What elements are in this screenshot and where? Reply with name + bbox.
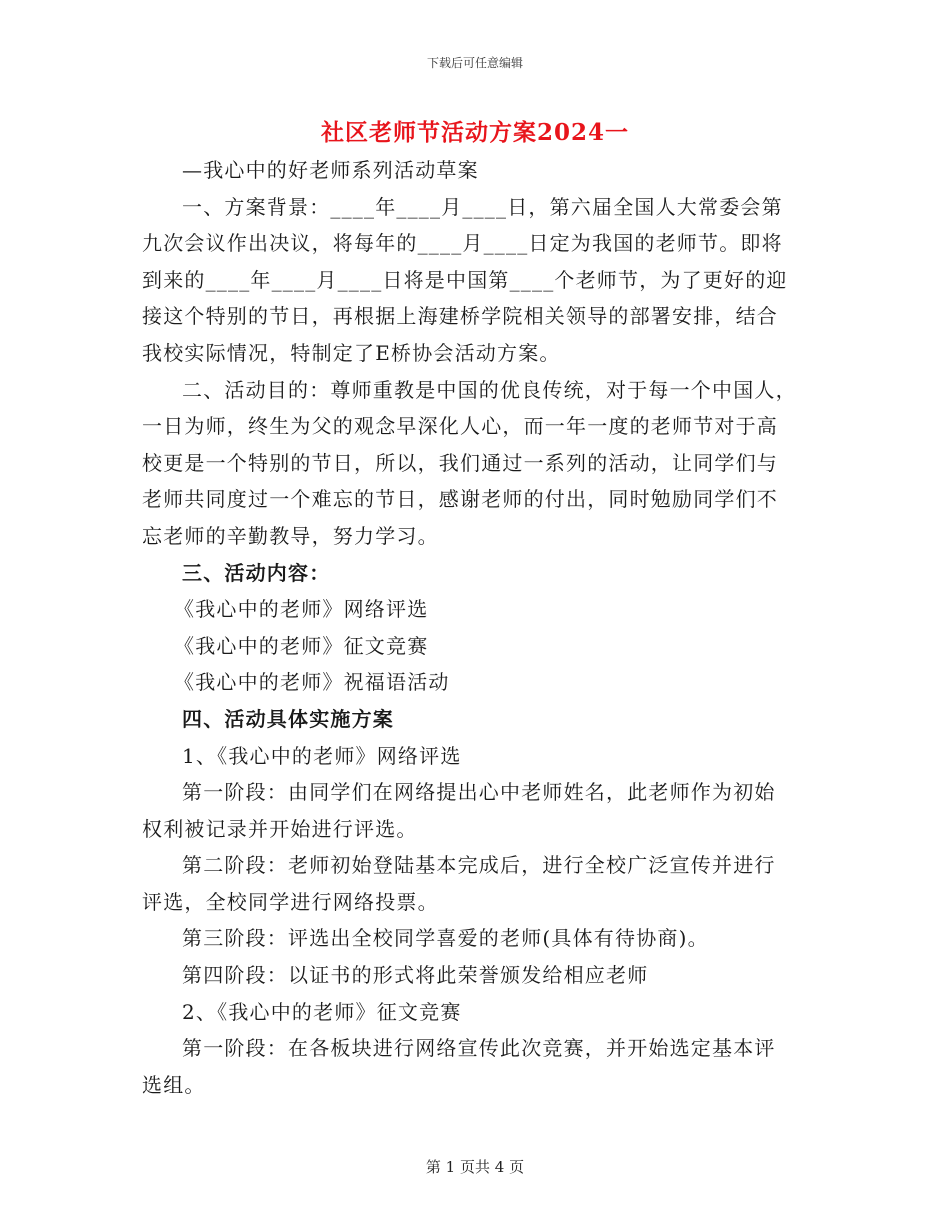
content-item: 《我心中的老师》征文竞赛: [174, 633, 429, 658]
section-purpose-line-5: 忘老师的辛勤教导，努力学习。: [142, 523, 439, 548]
section-implementation-heading: 四、活动具体实施方案: [182, 706, 394, 731]
section-purpose-line-3: 校更是一个特别的节日，所以，我们通过一系列的活动，让同学们与: [142, 450, 778, 475]
stage-3: 第三阶段：评选出全校同学喜爱的老师(具体有待协商)。: [182, 926, 709, 951]
section-background-line-5: 我校实际情况，特制定了E桥协会活动方案。: [142, 340, 561, 365]
content-item: 《我心中的老师》祝福语活动: [174, 670, 450, 695]
section-background-line-3: 到来的____年____月____日将是中国第____个老师节，为了更好的迎: [142, 267, 788, 292]
subsection-1-heading: 1、《我心中的老师》网络评选: [182, 743, 462, 768]
stage-4: 第四阶段：以证书的形式将此荣誉颁发给相应老师: [182, 963, 649, 988]
document-title: 社区老师节活动方案2024一: [320, 119, 629, 146]
section-purpose-line-1: 二、活动目的：尊师重教是中国的优良传统，对于每一个中国人，: [182, 377, 797, 402]
stage-1-line-2: 权利被记录并开始进行评选。: [142, 816, 418, 841]
stage-1-line-1: 第一阶段：由同学们在网络提出心中老师姓名，此老师作为初始: [182, 780, 776, 805]
subsection-2-heading: 2、《我心中的老师》征文竞赛: [182, 999, 462, 1024]
section-background-line-4: 接这个特别的节日，再根据上海建桥学院相关领导的部署安排，结合: [142, 304, 778, 329]
section-purpose-line-4: 老师共同度过一个难忘的节日，感谢老师的付出，同时勉励同学们不: [142, 487, 778, 512]
page-footer: 第 1 页共 4 页: [425, 1158, 525, 1176]
section-content-heading: 三、活动内容：: [182, 560, 331, 585]
essay-stage-1-line-2: 选组。: [142, 1072, 206, 1097]
document-body: [142, 152, 810, 1103]
stage-2-line-2: 评选，全校同学进行网络投票。: [142, 889, 439, 914]
content-item: 《我心中的老师》网络评选: [174, 597, 429, 622]
section-background-line-1: 一、方案背景：____年____月____日，第六届全国人大常委会第: [182, 194, 783, 219]
section-purpose-line-2: 一日为师，终生为父的观念早深化人心，而一年一度的老师节对于高: [142, 414, 778, 439]
section-background-line-2: 九次会议作出决议，将每年的____月____日定为我国的老师节。即将: [142, 231, 783, 256]
stage-2-line-1: 第二阶段：老师初始登陆基本完成后，进行全校广泛宣传并进行: [182, 853, 776, 878]
subtitle: —我心中的好老师系列活动草案: [182, 158, 479, 182]
header-note: 下载后可任意编辑: [426, 56, 523, 70]
essay-stage-1-line-1: 第一阶段：在各板块进行网络宣传此次竞赛，并开始选定基本评: [182, 1036, 776, 1061]
